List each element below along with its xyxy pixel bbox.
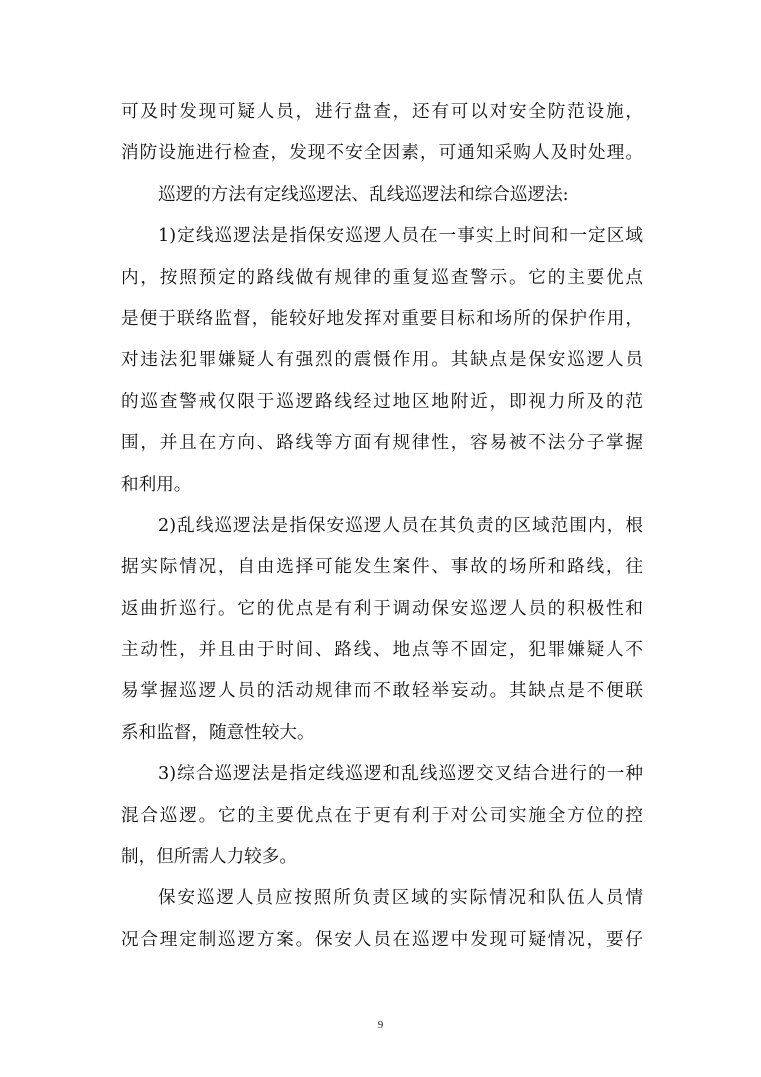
text-line: 2)乱线巡逻法是指保安巡逻人员在其负责的区域范围内，根 (158, 515, 643, 536)
text-line: 保安巡逻人员应按照所负责区域的实际情况和队伍人员情 (158, 888, 643, 909)
page-number: 9 (377, 1019, 384, 1031)
text-line: 对违法犯罪嫌疑人有强烈的震慑作用。其缺点是保安巡逻人员 (121, 350, 643, 371)
text-line: 况合理定制巡逻方案。保安人员在巡逻中发现可疑情况，要仔 (121, 929, 643, 950)
text-line: 巡逻的方法有定线巡逻法、乱线巡逻法和综合巡逻法: (158, 184, 569, 205)
text-line: 可及时发现可疑人员，进行盘查，还有可以对安全防范设施， (121, 102, 643, 122)
text-line: 混合巡逻。它的主要优点在于更有利于对公司实施全方位的控 (121, 805, 643, 826)
text-line: 3)综合巡逻法是指定线巡逻和乱线巡逻交叉结合进行的一种 (158, 764, 643, 785)
text-line: 主动性，并且由于时间、路线、地点等不固定，犯罪嫌疑人不 (121, 640, 643, 661)
body-text (121, 92, 643, 961)
text-line: 和利用。 (121, 474, 192, 495)
text-line: 返曲折巡行。它的优点是有利于调动保安巡逻人员的积极性和 (121, 598, 643, 619)
text-line: 消防设施进行检查，发现不安全因素，可通知采购人及时处理。 (121, 143, 643, 164)
text-line: 围，并且在方向、路线等方面有规律性，容易被不法分子掌握 (121, 433, 643, 454)
text-line: 的巡查警戒仅限于巡逻路线经过地区地附近，即视力所及的范 (121, 391, 643, 412)
text-line: 1)定线巡逻法是指保安巡逻人员在一事实上时间和一定区域 (158, 226, 643, 247)
text-line: 制，但所需人力较多。 (121, 847, 297, 868)
text-line: 内，按照预定的路线做有规律的重复巡查警示。它的主要优点 (121, 267, 643, 288)
text-line: 据实际情况，自由选择可能发生案件、事故的场所和路线，往 (121, 557, 643, 578)
text-line: 易掌握巡逻人员的活动规律而不敢轻举妄动。其缺点是不便联 (121, 681, 643, 702)
text-line: 是便于联络监督，能较好地发挥对重要目标和场所的保护作用， (121, 308, 643, 329)
text-line: 系和监督，随意性较大。 (121, 722, 315, 743)
